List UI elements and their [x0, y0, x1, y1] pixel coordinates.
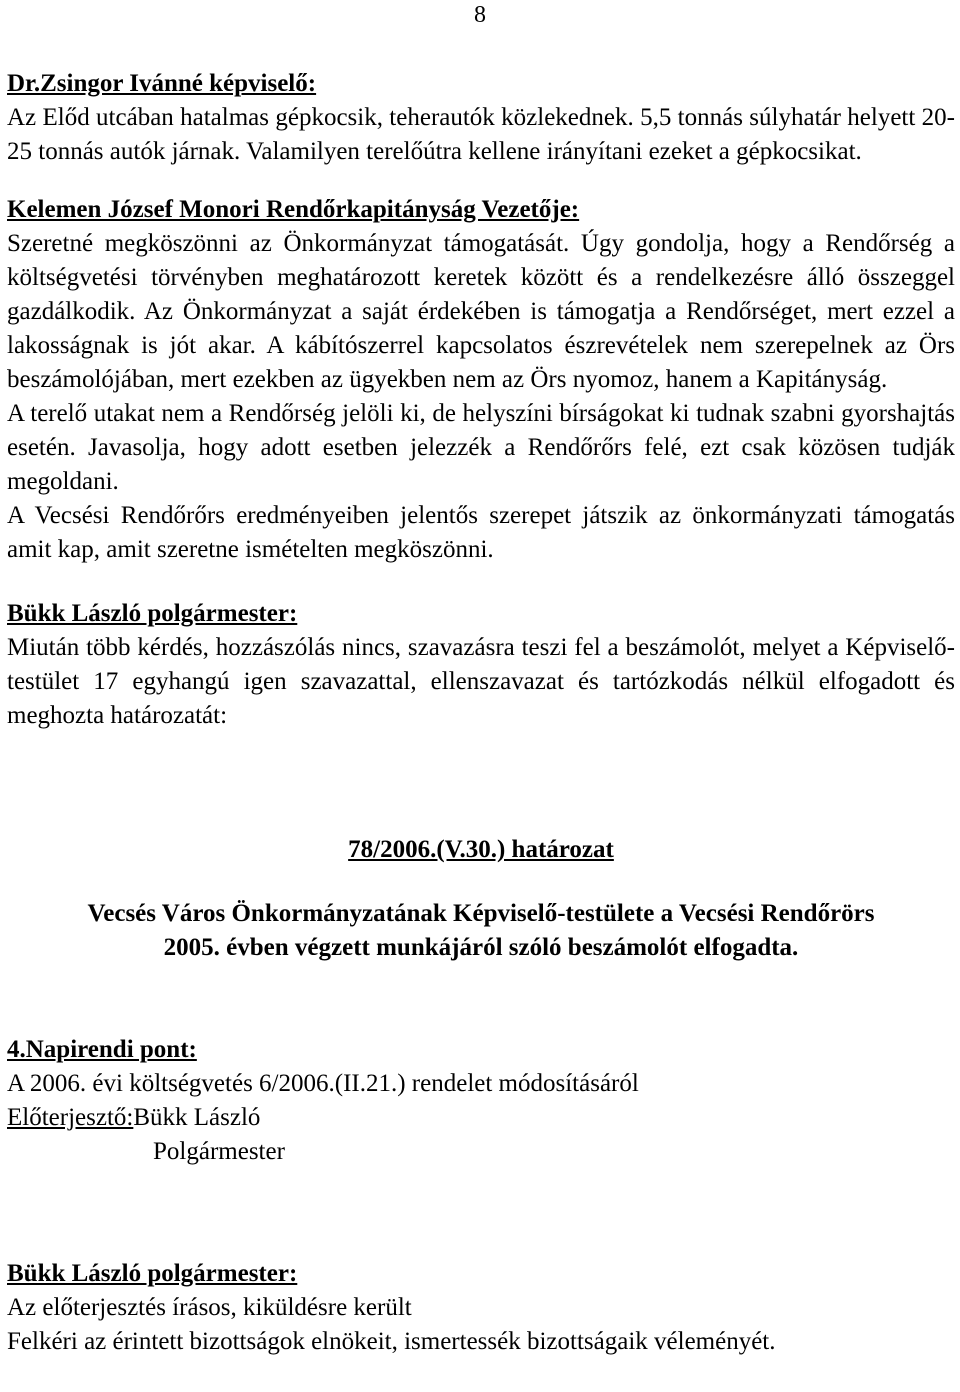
speaker-kelemen: Kelemen József Monori Rendőrkapitányság Vezetője:	[7, 196, 580, 223]
speaker-bukk-2: Bükk László polgármester:	[7, 1260, 298, 1287]
agenda-presenter	[7, 1101, 955, 1135]
presenter-label: Előterjesztő:	[7, 1104, 134, 1131]
spacer	[7, 733, 955, 833]
presenter-name: Bükk László	[133, 1104, 261, 1131]
paragraph-bukk-vote: Miután több kérdés, hozzászólás nincs, szavazásra teszi fel a beszámolót, melyet a Képviselő-testület 17 egyhangú igen szavazattal, ellenszavazat és tartózkodás nélkül elfogadott és meghozta határozatát:	[7, 634, 955, 729]
paragraph-zsingor: Az Előd utcában hatalmas gépkocsik, teherautók közlekednek. 5,5 tonnás súlyhatár helyett 20-25 tonnás autók járnak. Valamilyen terelőútra kellene irányítani ezeket a gépkocsikat.	[7, 104, 955, 165]
agenda-subject: A 2006. évi költségvetés 6/2006.(II.21.) rendelet módosításáról	[7, 1070, 639, 1097]
page-number: 8	[474, 2, 486, 28]
spacer	[7, 965, 955, 1033]
document-body	[7, 67, 955, 1359]
agenda-heading: 4.Napirendi pont:	[7, 1036, 197, 1063]
spacer	[7, 1169, 955, 1257]
presenter-title: Polgármester	[153, 1138, 285, 1165]
spacer	[7, 567, 955, 597]
spacer	[7, 867, 955, 897]
paragraph-kelemen-3: A Vecsési Rendőrőrs eredményeiben jelentős szerepet játszik az önkormányzati támogatás amit kap, amit szeretne ismételten megköszönni.	[7, 502, 955, 563]
paragraph-kelemen-1: Szeretné megköszönni az Önkormányzat támogatását. Úgy gondolja, hogy a Rendőrség a költségvetési törvényben meghatározott keretek között és a rendelkezésre álló összeggel gazdálkodik. Az Önkormányzat a saját érdekében is támogatja a Rendőrséget, mert ezzel a lakosságnak is jót akar. A kábítószerrel kapcsolatos észrevételek nem szerepelnek az Örs beszámolójában, mert ezekben az ügyekben nem az Örs nyomoz, hanem a Kapitányság.	[7, 230, 955, 393]
resolution-line-1: Vecsés Város Önkormányzatának Képviselő-testülete a Vecsési Rendőrörs	[87, 900, 875, 927]
spacer	[7, 169, 955, 193]
resolution-title: 78/2006.(V.30.) határozat	[348, 836, 614, 863]
resolution-line-2: 2005. évben végzett munkájáról szóló beszámolót elfogadta.	[163, 934, 799, 961]
paragraph-bukk-line-1: Az előterjesztés írásos, kiküldésre került	[7, 1294, 412, 1321]
speaker-zsingor: Dr.Zsingor Ivánné képviselő:	[7, 70, 317, 97]
paragraph-kelemen-2: A terelő utakat nem a Rendőrség jelöli ki, de helyszíni bírságokat ki tudnak szabni gyorshajtás esetén. Javasolja, hogy adott esetben jelezzék a Rendőrőrs felé, ezt csak közösen tudják megoldani.	[7, 400, 955, 495]
paragraph-bukk-line-2: Felkéri az érintett bizottságok elnökeit, ismertessék bizottságaik véleményét.	[7, 1328, 776, 1355]
speaker-bukk-1: Bükk László polgármester:	[7, 600, 298, 627]
